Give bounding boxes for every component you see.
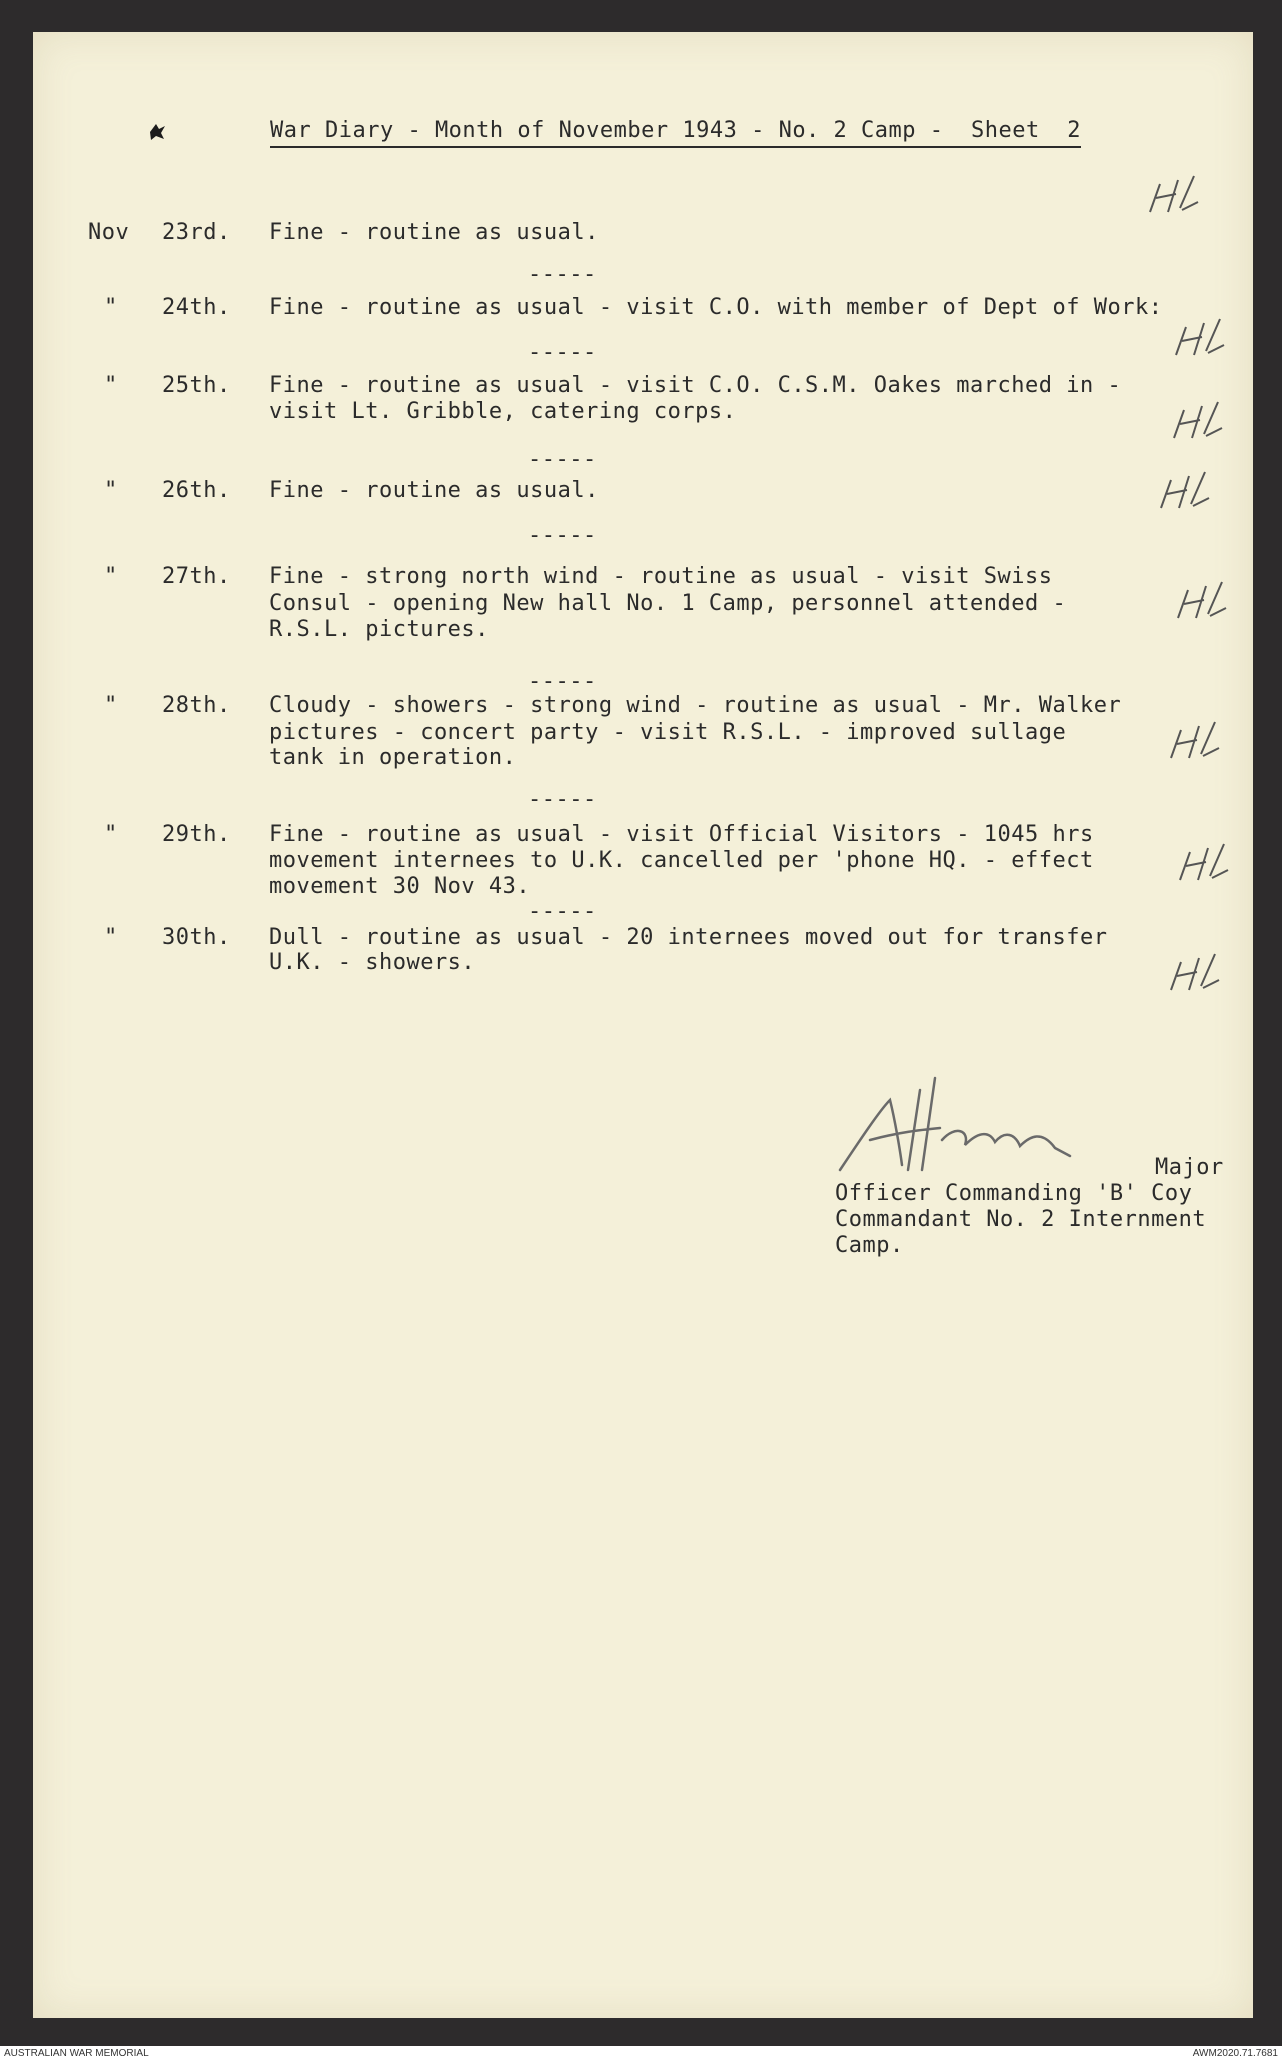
entry-day: 30th. bbox=[162, 925, 231, 950]
entry-separator: ----- bbox=[528, 262, 597, 287]
entry-day: 25th. bbox=[162, 373, 231, 398]
entry-separator: ----- bbox=[528, 447, 597, 472]
entry-line: Fine - routine as usual - visit Official Visitors - 1045 hrs bbox=[269, 822, 1094, 847]
signature-line: Camp. bbox=[835, 1233, 904, 1258]
entry-month: Nov bbox=[88, 220, 130, 245]
entry-line: movement internees to U.K. cancelled per 'phone HQ. - effect bbox=[269, 848, 1094, 873]
initials-mark-icon bbox=[1142, 172, 1202, 220]
punch-hole-icon bbox=[146, 120, 168, 142]
footer-source: AUSTRALIAN WAR MEMORIAL bbox=[4, 2048, 149, 2059]
initials-mark-icon bbox=[1166, 398, 1226, 446]
signature-line: Commandant No. 2 Internment bbox=[835, 1207, 1207, 1232]
signature-rank: Major bbox=[1155, 1155, 1224, 1180]
entry-month: " bbox=[104, 925, 118, 950]
entry-day: 27th. bbox=[162, 564, 231, 589]
initials-mark-icon bbox=[1170, 578, 1230, 626]
entry-line: visit Lt. Gribble, catering corps. bbox=[269, 399, 737, 424]
footer bbox=[0, 2046, 1282, 2061]
entry-day: 23rd. bbox=[162, 220, 231, 245]
entry-line: tank in operation. bbox=[269, 745, 517, 770]
entry-separator: ----- bbox=[528, 523, 597, 548]
entry-separator: ----- bbox=[528, 340, 597, 365]
entry-line: Fine - routine as usual - visit C.O. with member of Dept of Work: bbox=[269, 295, 1163, 320]
document-page bbox=[33, 32, 1253, 2018]
entry-day: 24th. bbox=[162, 295, 231, 320]
entry-month: " bbox=[104, 295, 118, 320]
entry-line: Consul - opening New hall No. 1 Camp, personnel attended - bbox=[269, 591, 1067, 616]
entry-line: Fine - strong north wind - routine as usual - visit Swiss bbox=[269, 564, 1053, 589]
entry-line: Dull - routine as usual - 20 internees moved out for transfer bbox=[269, 925, 1108, 950]
entry-month: " bbox=[104, 373, 118, 398]
initials-mark-icon bbox=[1163, 950, 1223, 998]
page-title: War Diary - Month of November 1943 - No. 2 Camp - Sheet 2 bbox=[270, 118, 1081, 148]
entry-line: Fine - routine as usual - visit C.O. C.S.M. Oakes marched in - bbox=[269, 373, 1122, 398]
entry-line: U.K. - showers. bbox=[269, 950, 476, 975]
entry-separator: ----- bbox=[528, 787, 597, 812]
entry-line: Cloudy - showers - strong wind - routine as usual - Mr. Walker bbox=[269, 693, 1122, 718]
entry-month: " bbox=[104, 693, 118, 718]
entry-line: R.S.L. pictures. bbox=[269, 617, 489, 642]
entry-line: Fine - routine as usual. bbox=[269, 478, 599, 503]
footer-accession-number: AWM2020.71.7681 bbox=[1192, 2048, 1278, 2059]
entry-separator: ----- bbox=[528, 899, 597, 924]
entry-month: " bbox=[104, 822, 118, 847]
initials-mark-icon bbox=[1163, 718, 1223, 766]
entry-day: 28th. bbox=[162, 693, 231, 718]
initials-mark-icon bbox=[1153, 468, 1213, 516]
initials-mark-icon bbox=[1172, 840, 1232, 888]
entry-month: " bbox=[104, 564, 118, 589]
signature-icon bbox=[830, 1070, 1090, 1180]
entry-day: 26th. bbox=[162, 478, 231, 503]
entry-line: Fine - routine as usual. bbox=[269, 220, 599, 245]
entry-day: 29th. bbox=[162, 822, 231, 847]
entry-month: " bbox=[104, 478, 118, 503]
signature-line: Officer Commanding 'B' Coy bbox=[835, 1181, 1193, 1206]
entry-line: pictures - concert party - visit R.S.L. - improved sullage bbox=[269, 720, 1067, 745]
entry-line: movement 30 Nov 43. bbox=[269, 874, 531, 899]
entry-separator: ----- bbox=[528, 669, 597, 694]
initials-mark-icon bbox=[1168, 315, 1228, 363]
